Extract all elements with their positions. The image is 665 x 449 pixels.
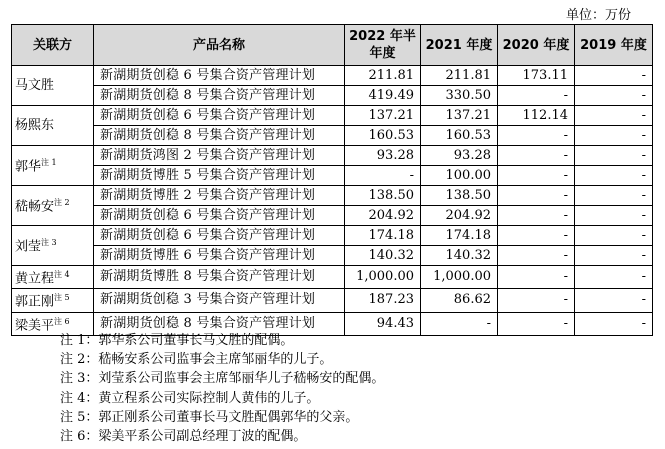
product-name-cell: 新湖期货博胜 8 号集合资产管理计划 — [94, 266, 345, 289]
table-row — [12, 146, 653, 166]
related-party-name: 杨熙东 — [15, 117, 55, 133]
header-product: 产品名称 — [94, 25, 345, 66]
product-name-cell: 新湖期货博胜 5 号集合资产管理计划 — [94, 166, 345, 186]
value-2019-cell: - — [575, 166, 653, 186]
value-2019-cell: - — [575, 226, 653, 246]
value-2021-cell: 86.62 — [421, 289, 498, 312]
value-2020-cell: - — [498, 166, 575, 186]
footnote-marker: 注 3 — [41, 238, 57, 248]
product-name-cell: 新湖期货创稳 6 号集合资产管理计划 — [94, 66, 345, 86]
value-2022-cell: 94.43 — [345, 312, 421, 335]
value-2020-cell: - — [498, 86, 575, 106]
related-party-name: 黄立程 — [15, 271, 55, 287]
value-2019-cell: - — [575, 186, 653, 206]
value-2021-cell: 138.50 — [421, 186, 498, 206]
value-2022-cell: 1,000.00 — [345, 266, 421, 289]
footnote-line: 注 6：梁美平系公司副总经理丁波的配偶。 — [60, 429, 307, 445]
header-2020: 2020 年度 — [498, 25, 575, 66]
header-2019: 2019 年度 — [575, 25, 653, 66]
related-party-name: 郭正刚 — [15, 294, 55, 310]
related-party-cell — [12, 266, 94, 289]
product-name-cell: 新湖期货创稳 3 号集合资产管理计划 — [94, 289, 345, 312]
footnote-line: 注 2：嵇畅安系公司监事会主席邹丽华的儿子。 — [60, 352, 333, 368]
footnote-line: 注 4：黄立程系公司实际控制人黄伟的儿子。 — [60, 390, 320, 406]
value-2021-cell: 93.28 — [421, 146, 498, 166]
footnote-marker: 注 5 — [54, 293, 70, 303]
value-2019-cell: - — [575, 86, 653, 106]
table-row — [12, 289, 653, 312]
table-row — [12, 226, 653, 246]
value-2020-cell: - — [498, 266, 575, 289]
product-name-cell: 新湖期货创稳 8 号集合资产管理计划 — [94, 86, 345, 106]
footnote-marker: 注 2 — [54, 198, 70, 208]
value-2020-cell: 173.11 — [498, 66, 575, 86]
value-2019-cell: - — [575, 126, 653, 146]
value-2020-cell: - — [498, 126, 575, 146]
value-2019-cell: - — [575, 312, 653, 335]
value-2020-cell: - — [498, 146, 575, 166]
value-2020-cell: - — [498, 206, 575, 226]
footnote-marker: 注 4 — [54, 270, 70, 279]
related-party-name: 嵇畅安 — [15, 199, 55, 215]
table-row — [12, 66, 653, 86]
value-2022-cell: 93.28 — [345, 146, 421, 166]
related-party-name: 梁美平 — [15, 317, 55, 333]
table-row — [12, 106, 653, 126]
value-2019-cell: - — [575, 66, 653, 86]
value-2020-cell: - — [498, 186, 575, 206]
product-name-cell: 新湖期货创稳 6 号集合资产管理计划 — [94, 226, 345, 246]
footnote-marker: 注 6 — [54, 316, 70, 326]
header-2022: 2022 年半年度 — [345, 25, 421, 66]
table-row — [12, 266, 653, 289]
table-row — [12, 166, 653, 186]
footnote-line: 注 3：刘莹系公司监事会主席邹丽华儿子嵇畅安的配偶。 — [60, 371, 385, 387]
value-2022-cell: 204.92 — [345, 206, 421, 226]
table-body — [12, 66, 653, 336]
value-2020-cell: - — [498, 312, 575, 335]
related-party-cell — [12, 186, 94, 226]
table-row — [12, 206, 653, 226]
value-2022-cell: 419.49 — [345, 86, 421, 106]
value-2020-cell: - — [498, 289, 575, 312]
header-party: 关联方 — [12, 25, 94, 66]
related-party-name: 刘莹 — [15, 239, 42, 255]
value-2021-cell: 140.32 — [421, 246, 498, 266]
related-party-cell — [12, 66, 94, 106]
value-2021-cell: 211.81 — [421, 66, 498, 86]
product-name-cell: 新湖期货博胜 6 号集合资产管理计划 — [94, 246, 345, 266]
related-party-table — [11, 24, 653, 336]
value-2019-cell: - — [575, 266, 653, 289]
value-2019-cell: - — [575, 246, 653, 266]
table-row — [12, 86, 653, 106]
value-2021-cell: 330.50 — [421, 86, 498, 106]
value-2021-cell: - — [421, 312, 498, 335]
related-party-name: 郭华 — [15, 159, 42, 175]
value-2021-cell: 174.18 — [421, 226, 498, 246]
related-party-cell — [12, 146, 94, 186]
value-2020-cell: - — [498, 226, 575, 246]
product-name-cell: 新湖期货创稳 8 号集合资产管理计划 — [94, 312, 345, 335]
value-2021-cell: 100.00 — [421, 166, 498, 186]
related-party-cell — [12, 289, 94, 312]
value-2021-cell: 1,000.00 — [421, 266, 498, 289]
product-name-cell: 新湖期货博胜 2 号集合资产管理计划 — [94, 186, 345, 206]
value-2019-cell: - — [575, 146, 653, 166]
footnotes — [60, 331, 384, 446]
value-2020-cell: 112.14 — [498, 106, 575, 126]
footnote-line: 注 1：郭华系公司董事长马文胜的配偶。 — [60, 333, 294, 348]
value-2019-cell: - — [575, 106, 653, 126]
value-2019-cell: - — [575, 206, 653, 226]
value-2022-cell: 140.32 — [345, 246, 421, 266]
related-party-cell — [12, 226, 94, 266]
value-2020-cell: - — [498, 246, 575, 266]
value-2021-cell: 137.21 — [421, 106, 498, 126]
table-row — [12, 186, 653, 206]
related-party-name: 马文胜 — [15, 77, 55, 93]
value-2019-cell: - — [575, 289, 653, 312]
value-2022-cell: 211.81 — [345, 66, 421, 86]
table-header-row — [12, 25, 653, 66]
related-party-cell — [12, 106, 94, 146]
footnote-line: 注 5：郭正刚系公司董事长马文胜配偶郭华的父亲。 — [60, 409, 359, 425]
unit-label: 单位：万份 — [565, 8, 631, 23]
header-2021: 2021 年度 — [421, 25, 498, 66]
table-row — [12, 126, 653, 146]
value-2021-cell: 160.53 — [421, 126, 498, 146]
product-name-cell: 新湖期货创稳 6 号集合资产管理计划 — [94, 206, 345, 226]
value-2022-cell: 187.23 — [345, 289, 421, 312]
value-2021-cell: 204.92 — [421, 206, 498, 226]
value-2022-cell: 137.21 — [345, 106, 421, 126]
value-2022-cell: 174.18 — [345, 226, 421, 246]
footnote-marker: 注 1 — [41, 158, 57, 168]
value-2022-cell: - — [345, 166, 421, 186]
product-name-cell: 新湖期货鸿图 2 号集合资产管理计划 — [94, 146, 345, 166]
value-2022-cell: 160.53 — [345, 126, 421, 146]
value-2022-cell: 138.50 — [345, 186, 421, 206]
product-name-cell: 新湖期货创稳 6 号集合资产管理计划 — [94, 106, 345, 126]
product-name-cell: 新湖期货创稳 8 号集合资产管理计划 — [94, 126, 345, 146]
table-row — [12, 246, 653, 266]
